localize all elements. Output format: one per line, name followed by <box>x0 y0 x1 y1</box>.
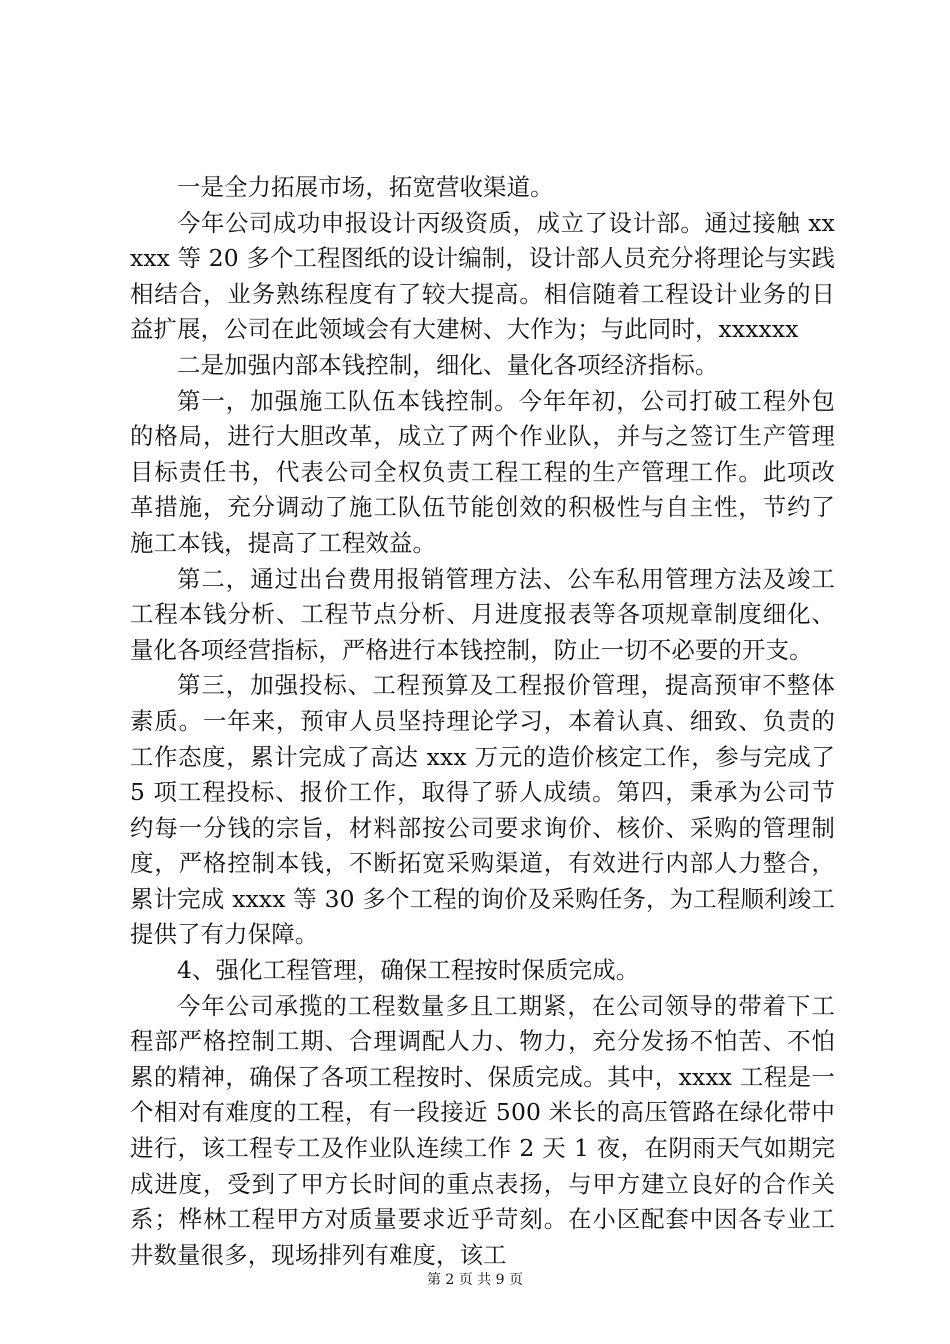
paragraph-second-point: 第二，通过出台费用报销管理方法、公车私用管理方法及竣工工程本钱分析、工程节点分析、月进度报表等各项规章制度细化、量化各项经营指标，严格进行本钱控制，防止一切不必要的开支。 <box>130 564 835 664</box>
paragraph-design-department: 今年公司成功申报设计丙级资质，成立了设计部。通过接触 xxxxx 等 20 多个工程图纸的设计编制，设计部人员充分将理论与实践相结合，业务熟练程度有了较大提高。相信随着工程设计业务的日益扩展，公司在此领域会有大建树、大作为；与此同时，xxxxxx <box>130 208 835 344</box>
paragraph-third-fourth-points: 第三，加强投标、工程预算及工程报价管理，提高预审不整体素质。一年来，预审人员坚持理论学习，本着认真、细致、负责的工作态度，累计完成了高达 xxx 万元的造价核定工作，参与完成了 5 项工程投标、报价工作，取得了骄人成绩。第四，秉承为公司节约每一分钱的宗旨，材料部按公司要求询价、核价、采购的管理制度，严格控制本钱，不断拓宽采购渠道，有效进行内部人力整合，累计完成 xxxx 等 30 多个工程的询价及采购任务，为工程顺利竣工提供了有力保障。 <box>130 671 835 949</box>
page-number-footer: 第 2 页 共 9 页 <box>426 1272 524 1288</box>
paragraph-first-point: 第一，加强施工队伍本钱控制。今年年初，公司打破工程外包的格局，进行大胆改革，成立了两个作业队，并与之签订生产管理目标责任书，代表公司全权负责工程工程的生产管理工作。此项改革措施，充分调动了施工队伍节能创效的积极性与自主性，节约了施工本钱，提高了工程效益。 <box>130 386 835 557</box>
paragraph-project-management-body: 今年公司承揽的工程数量多且工期紧，在公司领导的带着下工程部严格控制工期、合理调配人力、物力，充分发扬不怕苦、不怕累的精神，确保了各项工程按时、保质完成。其中，xxxx 工程是一个相对有难度的工程，有一段接近 500 米长的高压管路在绿化带中进行，该工程专工及作业队连续工作 2 天 1 夜，在阴雨天气如期完成进度，受到了甲方长时间的重点表扬，与甲方建立良好的合作关系；桦林工程甲方对质量要求近乎苛刻。在小区配套中因各专业工井数量很多，现场排列有难度，该工 <box>130 991 835 1269</box>
document-body <box>130 170 835 1273</box>
paragraph-cost-control-heading: 二是加强内部本钱控制，细化、量化各项经济指标。 <box>177 350 719 379</box>
paragraph-project-management-heading: 4、强化工程管理，确保工程按时保质完成。 <box>177 956 640 985</box>
paragraph-market-expansion-heading: 一是全力拓展市场，拓宽营收渠道。 <box>177 173 554 201</box>
